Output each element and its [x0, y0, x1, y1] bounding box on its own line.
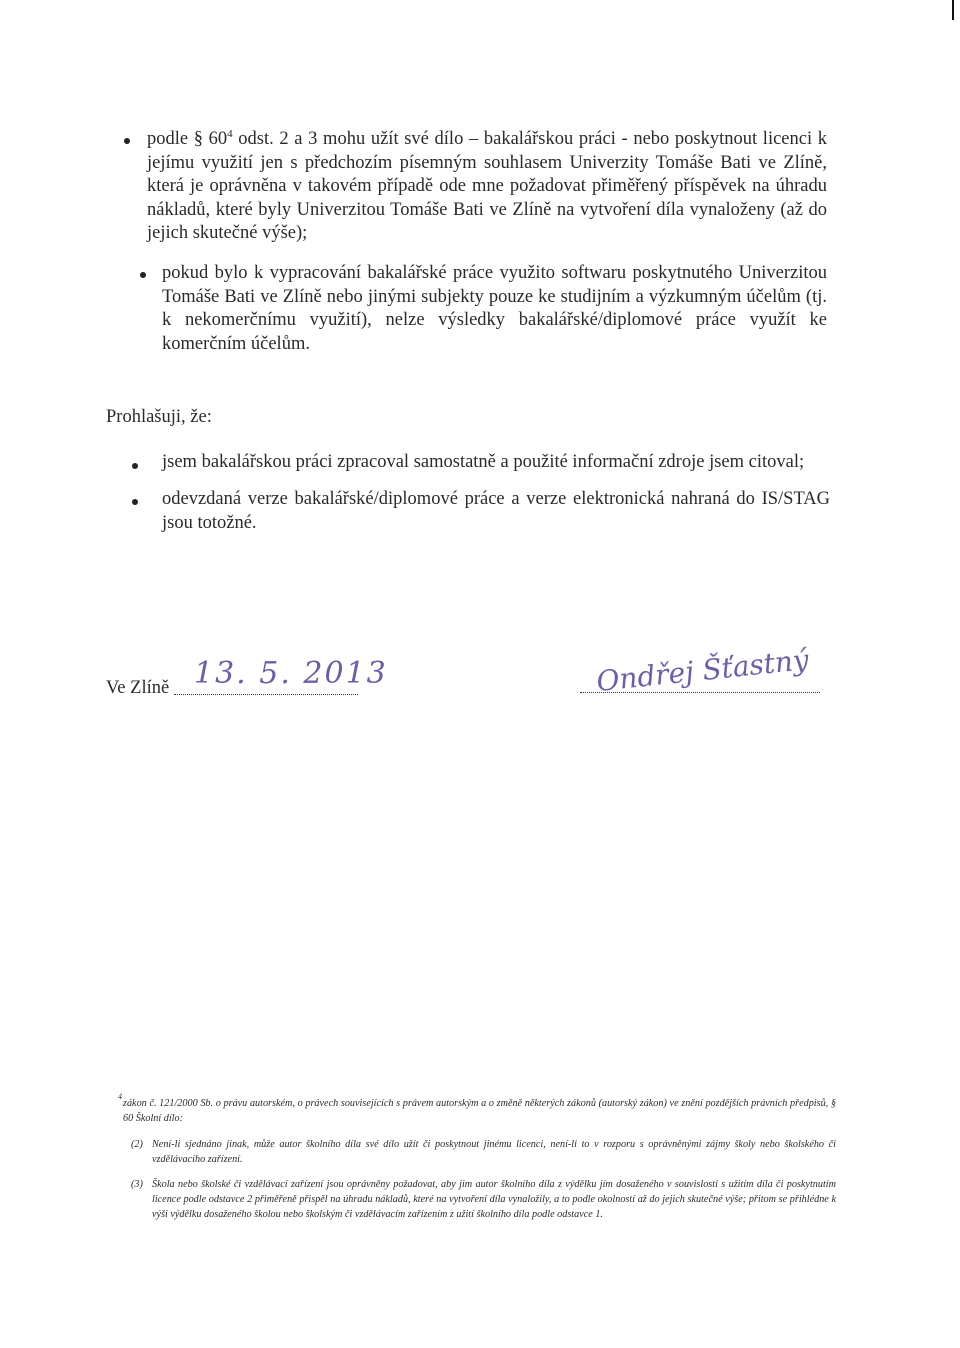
bullet-text-part: podle § 60: [147, 129, 228, 149]
bullet-icon: [124, 138, 130, 144]
declaration-heading: Prohlašuji, že:: [106, 407, 212, 427]
handwritten-date: 13. 5. 2013: [194, 656, 388, 691]
footnote-item-text: Není-li sjednáno jinak, může autor školního díla své dílo užít či poskytnout jinému licenci, není-li to v rozporu s oprávněnými zájmy školy nebo školského či vzdělávacího zařízení.: [152, 1139, 836, 1165]
bullet-text-license: [147, 128, 827, 246]
handwritten-signature: Ondřej Šťastný: [594, 642, 811, 699]
footnote-item-text: Škola nebo školské či vzdělávací zařízení jsou oprávněny požadovat, aby jim autor školního díla z výdělku jím dosaženého v souvislosti s užitím díla či poskytnutím licence podle odstavce 2 přiměřeně přispěl na úhradu nákladů, které na vytvoření díla vynaložily, a to podle okolností až do jejich skutečné výše; přitom se přihlédne k výši výdělku dosaženého školou nebo školským či vzdělávacím zařízením z užití školního díla podle odstavce 1.: [152, 1179, 836, 1220]
bullet-icon: [140, 272, 146, 278]
bullet-text-identical-versions: odevzdaná verze bakalářské/diplomové práce a verze elektronická nahraná do IS/STAG jsou totožné.: [162, 489, 830, 533]
place-label: Ve Zlíně: [106, 678, 170, 698]
footnote-item-label: (3): [131, 1179, 143, 1190]
bullet-text-software: pokud bylo k vypracování bakalářské práce využito softwaru poskytnutého Univerzitou Tomáše Bati ve Zlíně nebo jinými subjekty pouze ke studijním a výzkumným účelům (tj. k nekomerčnímu využití), nelze výsledky bakalářské/diplomové práce využít ke komerčním účelům.: [162, 263, 827, 354]
footnote-number: [118, 1089, 122, 1104]
bullet-icon: [132, 463, 138, 469]
page-edge-mark: [952, 0, 954, 20]
footnote-item-label: (2): [131, 1139, 143, 1150]
footnote-intro: zákon č. 121/2000 Sb. o právu autorském, o právech souvisejících s právem autorským a o změně některých zákonů (autorský zákon) ve znění pozdějších právních předpisů, § 60 Školní dílo:: [123, 1098, 836, 1124]
footnote-ref: 4: [227, 127, 233, 140]
bullet-icon: [132, 499, 138, 505]
footnote-number-text: 4: [118, 1092, 122, 1101]
date-line: [174, 694, 358, 695]
bullet-text-part: odst. 2 a 3 mohu užít své dílo – bakalářskou práci - nebo poskytnout licenci k jejímu využití jen s předchozím písemným souhlasem Univerzity Tomáše Bati ve Zlíně, která je oprávněna v takovém případě ode mne požadovat přiměřený příspěvek na úhradu nákladů, které byly Univerzitou Tomáše Bati ve Zlíně na vytvoření díla vynaloženy (až do jejich skutečné výše);: [147, 129, 827, 243]
bullet-text-independent-work: jsem bakalářskou práci zpracoval samostatně a použité informační zdroje jsem citoval;: [162, 452, 805, 472]
